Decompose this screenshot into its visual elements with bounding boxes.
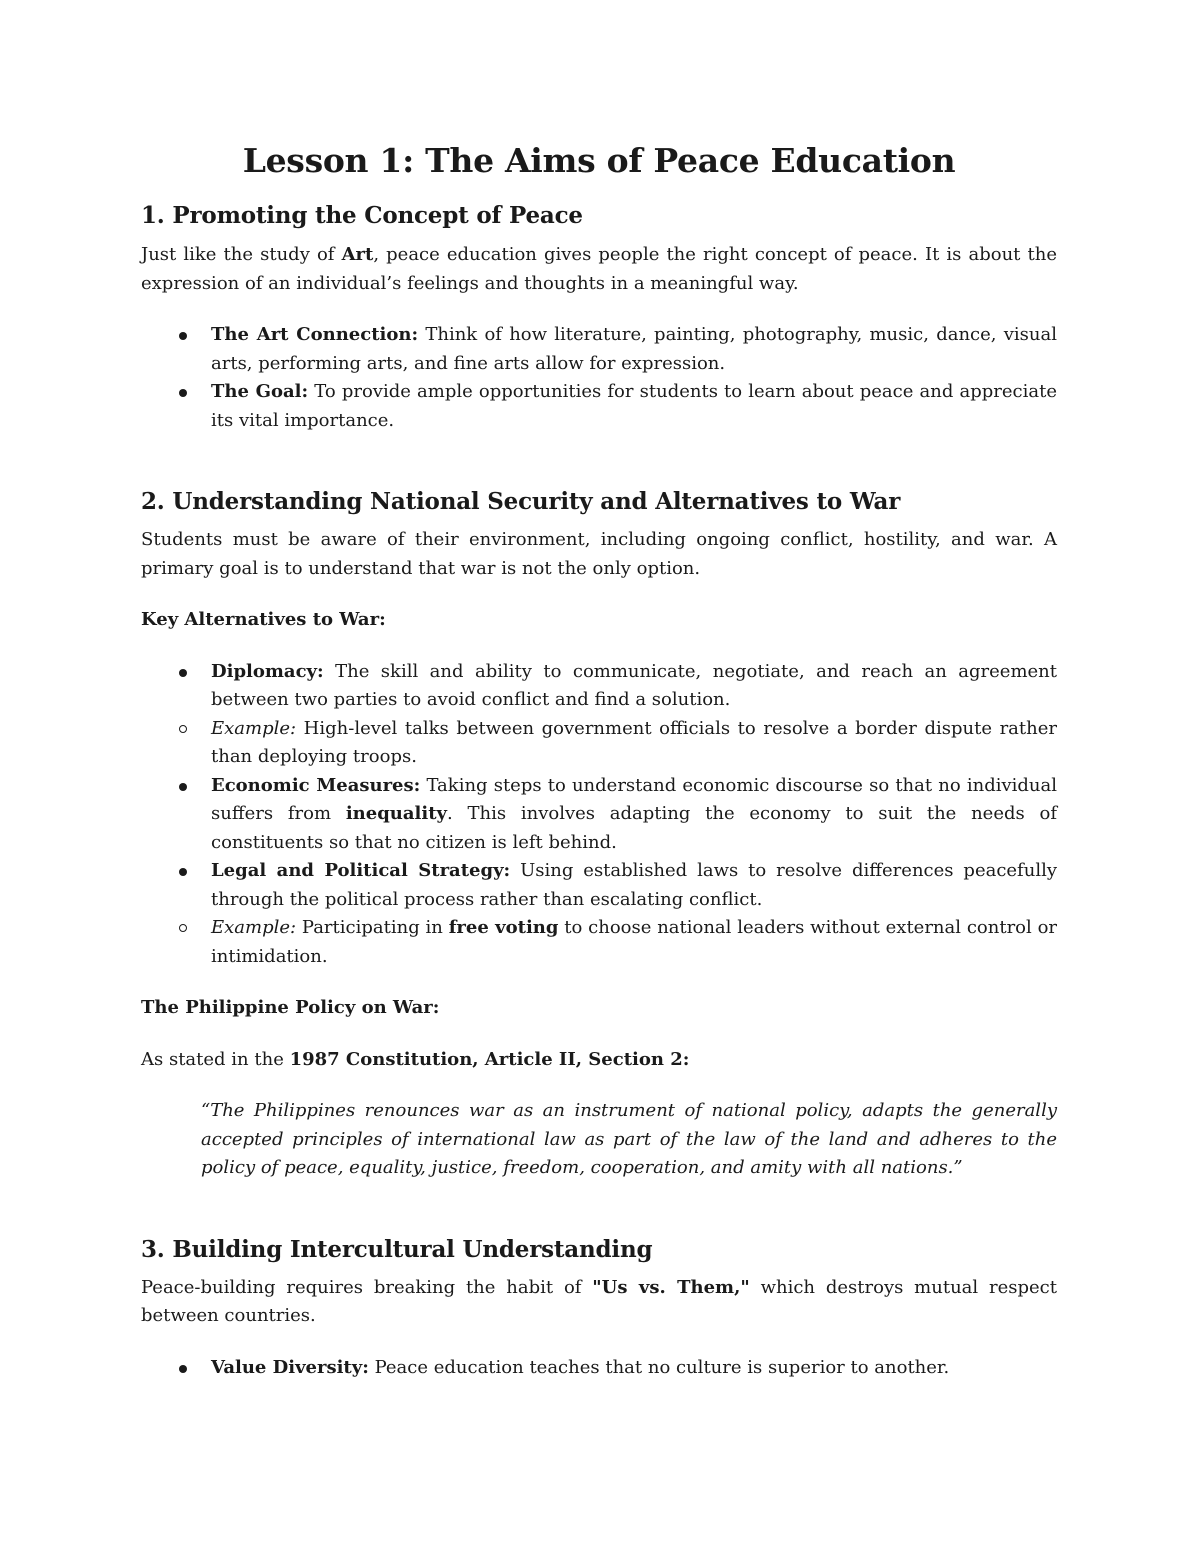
section-1-heading: 1. Promoting the Concept of Peace <box>141 202 583 229</box>
legal-sub-list <box>141 914 1057 971</box>
alternatives-list <box>141 658 1057 972</box>
section-3-heading: 3. Building Intercultural Understanding <box>141 1235 653 1263</box>
policy-heading: The Philippine Policy on War: <box>141 997 440 1018</box>
alternatives-heading: Key Alternatives to War: <box>141 609 386 630</box>
list-item: The Art Connection: Think of how literature, painting, photography, music, dance, visual arts, performing arts, and fine arts allow for expression. <box>141 321 1057 378</box>
list-item-legal: Legal and Political Strategy: Using established laws to resolve differences peacefully through the political process rather than escalating conflict. Example: Participating in free voting to choose national leaders without external control or intimidation. <box>141 857 1057 971</box>
section-3-intro: Peace-building requires breaking the habit of "Us vs. Them," which destroys mutual respect between countries. <box>141 1276 1057 1326</box>
list-item: The Goal: To provide ample opportunities for students to learn about peace and appreciate its vital importance. <box>141 378 1057 435</box>
section-2-heading: 2. Understanding National Security and Alternatives to War <box>141 488 901 515</box>
section-3-bullets <box>141 1354 1057 1383</box>
policy-source: As stated in the 1987 Constitution, Article II, Section 2: <box>141 1048 690 1070</box>
diplomacy-sub-list <box>141 715 1057 772</box>
list-item-diplomacy: Diplomacy: The skill and ability to communicate, negotiate, and reach an agreement between two parties to avoid conflict and find a solution. Example: High-level talks between government officials to resolve a border dispute rather than deploying troops. <box>141 658 1057 772</box>
page-title: Lesson 1: The Aims of Peace Education <box>242 141 956 180</box>
section-2-intro: Students must be aware of their environment, including ongoing conflict, hostility, and war. A primary goal is to understand that war is not the only option. <box>141 529 1057 579</box>
art-term: Art <box>341 244 374 265</box>
constitution-quote: “The Philippines renounces war as an instrument of national policy, adapts the generally accepted principles of international law as part of the law of the land and adheres to the policy of peace, equality, justice, freedom, cooperation, and amity with all nations.” <box>201 1100 1057 1178</box>
list-item-economic: Economic Measures: Taking steps to understand economic discourse so that no individual suffers from inequality. This involves adapting the economy to suit the needs of constituents so that no citizen is left behind. <box>141 772 1057 858</box>
list-item: Example: Participating in free voting to choose national leaders without external control or intimidation. <box>141 914 1057 971</box>
section-1-bullets <box>141 321 1057 435</box>
list-item: Value Diversity: Peace education teaches that no culture is superior to another. <box>141 1354 1057 1383</box>
section-1-intro: Just like the study of Art, peace education gives people the right concept of peace. It is about the expression of an individual’s feelings and thoughts in a meaningful way. <box>141 244 1057 294</box>
list-item: Example: High-level talks between government officials to resolve a border dispute rather than deploying troops. <box>141 715 1057 772</box>
